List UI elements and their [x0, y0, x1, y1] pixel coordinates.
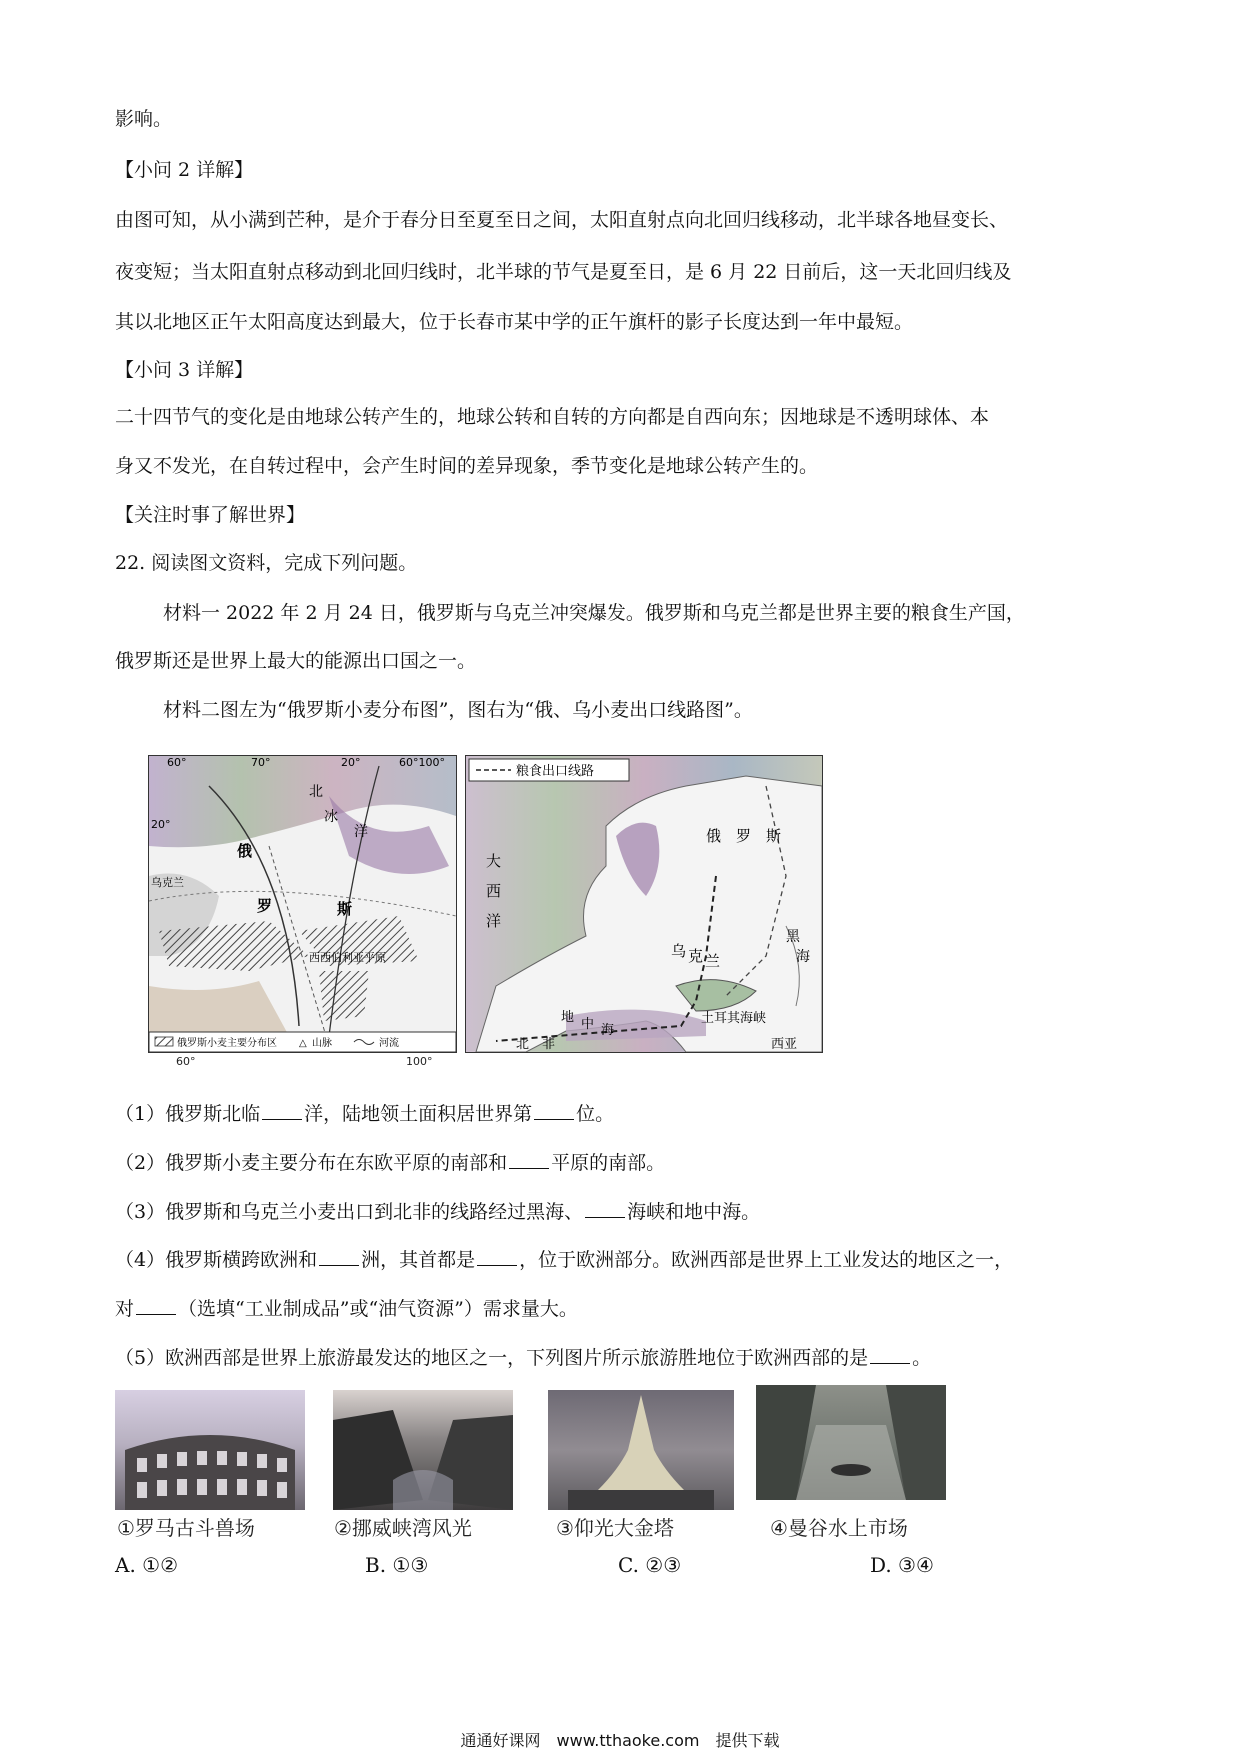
label-med-1: 地: [561, 1010, 575, 1025]
label-russia: 俄 罗 斯: [706, 827, 782, 845]
label-black-sea-2: 海: [796, 949, 810, 965]
text-line: 二十四节气的变化是由地球公转产生的，地球公转和自转的方向都是自西向东；因地球是不透明球体、本: [115, 406, 990, 428]
question-3-part-2: 海峡和地中海。: [627, 1201, 761, 1223]
text-line: 身又不发光，在自转过程中，会产生时间的差异现象，季节变化是地球公转产生的。: [115, 455, 819, 477]
text-line: 夜变短；当太阳直射点移动到北回归线时，北半球的节气是夏至日，是 6 月 22 日前后，这一天北回归线及: [115, 261, 1012, 283]
question-2: [115, 1150, 665, 1176]
question-1-part-3: 位。: [576, 1103, 615, 1125]
question-2-part-2: 平原的南部。: [551, 1152, 666, 1174]
text-line: 影响。: [115, 108, 173, 130]
question-4-part-2: 洲，其首都是: [361, 1249, 476, 1271]
question-5-part-1: （5）欧洲西部是世界上旅游最发达的地区之一，下列图片所示旅游胜地位于欧洲西部的是: [115, 1347, 869, 1369]
photo-caption-4: ④曼谷水上市场: [770, 1516, 908, 1540]
question-4b-part-1: 对: [115, 1298, 135, 1320]
lat-label-20: 20°: [151, 818, 171, 831]
photo-caption-2: ②挪威峡湾风光: [334, 1516, 472, 1540]
legend-river-label: 河流: [379, 1038, 399, 1049]
label-si: 斯: [337, 900, 353, 918]
label-west-siberian-plain: 西西伯利亚平原: [309, 951, 386, 964]
question-4b-part-2: （选填“工业制成品”或“油气资源”）需求量大。: [178, 1298, 578, 1320]
route-legend-label: 粮食出口线路: [516, 764, 595, 779]
option-d[interactable]: D. ③④: [870, 1553, 934, 1577]
lon-label-70: 70°: [251, 756, 271, 769]
answer-blank[interactable]: [585, 1199, 625, 1218]
answer-blank[interactable]: [262, 1101, 302, 1120]
label-med-3: 海: [601, 1023, 615, 1038]
section-heading: 【小问 3 详解】: [115, 359, 254, 381]
question-1: [115, 1101, 614, 1127]
question-4: [115, 1247, 1013, 1273]
answer-blank[interactable]: [319, 1247, 359, 1266]
answer-blank[interactable]: [509, 1150, 549, 1169]
label-ukraine-1: 乌: [671, 942, 687, 960]
question-5: [115, 1345, 931, 1371]
label-e: 俄: [237, 842, 253, 860]
text-line: 俄罗斯还是世界上最大的能源出口国之一。: [115, 650, 477, 672]
legend-mountain-label: 山脉: [312, 1038, 332, 1049]
label-ukraine-3: 兰: [705, 952, 721, 970]
label-bing: 冰: [324, 809, 338, 825]
mountain-icon: △: [299, 1038, 307, 1049]
colosseum-image: [115, 1390, 305, 1510]
page-footer: 通通好课网 www.tthaoke.com 提供下载: [460, 1731, 780, 1750]
option-b[interactable]: B. ①③: [365, 1553, 429, 1577]
question-2-part-1: （2）俄罗斯小麦主要分布在东欧平原的南部和: [115, 1152, 508, 1174]
answer-blank[interactable]: [870, 1345, 910, 1364]
question-4-continued: [115, 1296, 578, 1322]
option-a[interactable]: A. ①②: [115, 1553, 179, 1577]
label-ukraine-2: 克: [688, 947, 704, 965]
russia-wheat-map: [148, 755, 457, 1053]
photo-colosseum: [115, 1390, 305, 1510]
fjord-image: [333, 1390, 513, 1510]
pagoda-image: [548, 1390, 734, 1510]
text-line: 由图可知，从小满到芒种，是介于春分日至夏至日之间，太阳直射点向北回归线移动，北半球各地昼变长、: [115, 209, 1009, 231]
label-atlantic-3: 洋: [486, 912, 502, 930]
russia-wheat-map-figure: [149, 756, 456, 1052]
question-3: [115, 1199, 760, 1225]
photo-caption-1: ①罗马古斗兽场: [117, 1516, 255, 1540]
answer-blank[interactable]: [534, 1101, 574, 1120]
lon-label-60-100: 60°100°: [399, 756, 445, 769]
label-atlantic-2: 西: [486, 882, 502, 900]
label-yang: 洋: [354, 824, 368, 840]
bottom-lon-60: 60°: [176, 1055, 196, 1068]
photo-shwedagon: [548, 1390, 734, 1510]
photo-norway-fjord: [333, 1390, 513, 1510]
bottom-lon-100: 100°: [406, 1055, 433, 1068]
question-4-part-3: ，位于欧洲部分。欧洲西部是世界上工业发达的地区之一，: [519, 1249, 1014, 1271]
photo-caption-3: ③仰光大金塔: [556, 1516, 674, 1540]
legend-wheat-label: 俄罗斯小麦主要分布区: [177, 1038, 277, 1049]
export-route-map: [465, 755, 823, 1053]
material-two: 材料二图左为“俄罗斯小麦分布图”，图右为“俄、乌小麦出口线路图”。: [163, 699, 753, 721]
label-ukraine: 乌克兰: [151, 876, 184, 889]
answer-blank[interactable]: [477, 1247, 517, 1266]
photo-bangkok-floating-market: [756, 1385, 946, 1500]
label-luo: 罗: [257, 897, 273, 915]
question-title: 22. 阅读图文资料，完成下列问题。: [115, 552, 418, 574]
question-1-part-1: （1）俄罗斯北临: [115, 1103, 261, 1125]
export-route-map-figure: [466, 756, 822, 1052]
text-line: 其以北地区正午太阳高度达到最大，位于长春市某中学的正午旗杆的影子长度达到一年中最短。: [115, 311, 914, 333]
option-c[interactable]: C. ②③: [618, 1553, 682, 1577]
lon-label-20: 20°: [341, 756, 361, 769]
lon-label-60: 60°: [167, 756, 187, 769]
question-1-part-2: 洋，陆地领土面积居世界第: [304, 1103, 533, 1125]
label-black-sea-1: 黑: [786, 929, 800, 945]
question-5-part-2: 。: [912, 1347, 932, 1369]
section-heading: 【小问 2 详解】: [115, 159, 254, 181]
question-4-part-1: （4）俄罗斯横跨欧洲和: [115, 1249, 318, 1271]
label-north-africa: 北 非: [516, 1037, 556, 1052]
material-one: 材料一 2022 年 2 月 24 日，俄罗斯与乌克兰冲突爆发。俄罗斯和乌克兰都是世界主要的粮食生产国，: [163, 602, 1025, 624]
answer-blank[interactable]: [136, 1296, 176, 1315]
question-3-part-1: （3）俄罗斯和乌克兰小麦出口到北非的线路经过黑海、: [115, 1201, 584, 1223]
label-turkish-strait: 土耳其海峡: [701, 1011, 767, 1026]
label-bei: 北: [309, 784, 323, 800]
label-med-2: 中: [581, 1017, 595, 1032]
floating-market-image: [756, 1385, 946, 1500]
section-heading: 【关注时事了解世界】: [115, 504, 306, 526]
label-west-asia: 西亚: [771, 1037, 798, 1052]
legend-wheat-swatch: [155, 1037, 173, 1046]
label-atlantic-1: 大: [486, 852, 502, 870]
